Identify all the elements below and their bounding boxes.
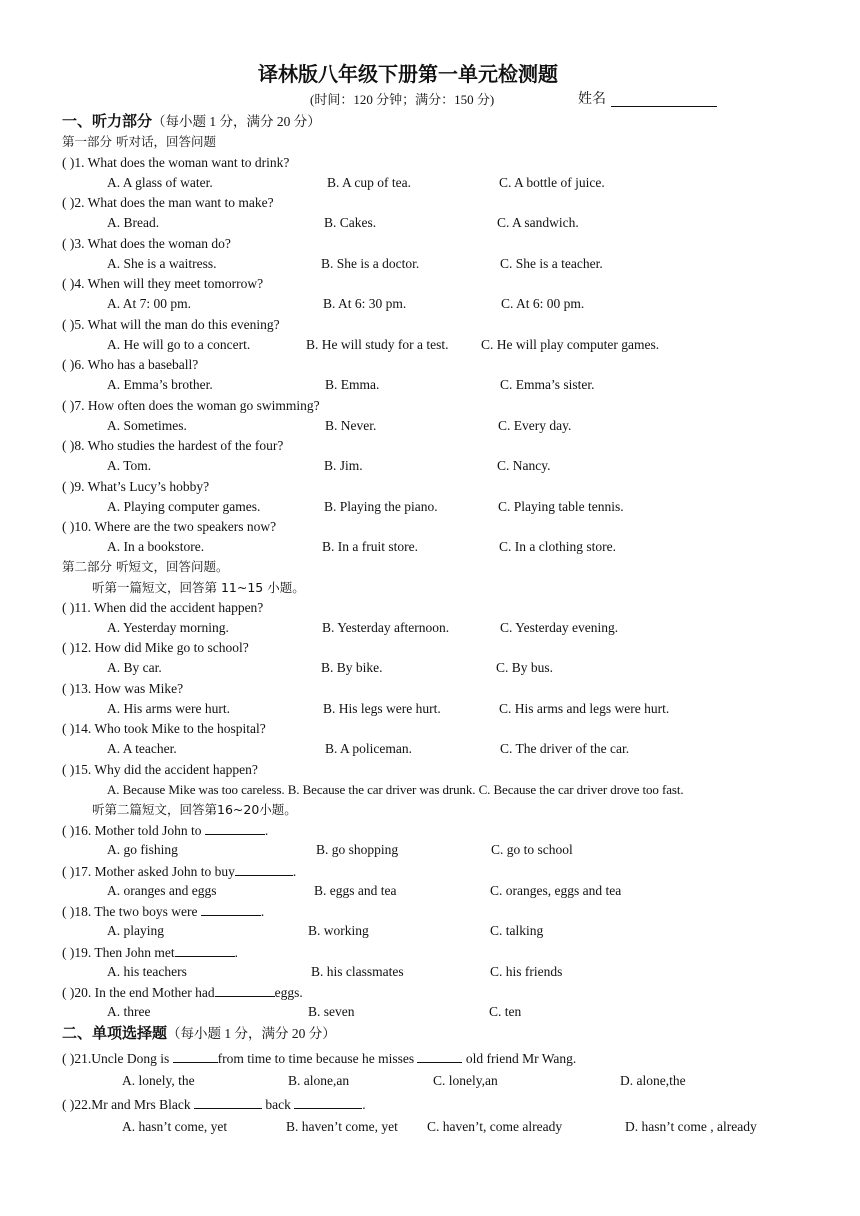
option-b: B. eggs and tea — [314, 883, 397, 898]
option-c: C. By bus. — [496, 660, 554, 675]
option-b: B. A cup of tea. — [327, 175, 411, 190]
part2-intro-1: 听第一篇短文，回答第 11~15 小题。 — [92, 580, 305, 595]
answer-paren[interactable]: ( ) — [62, 762, 75, 777]
option-c: C. The driver of the car. — [500, 741, 630, 756]
exam-meta: (时间：120 分钟；满分：150 分) — [310, 92, 495, 107]
answer-paren[interactable]: ( ) — [62, 945, 75, 960]
question-text: 9. What’s Lucy’s hobby? — [74, 479, 210, 494]
answer-paren[interactable]: ( ) — [62, 519, 75, 534]
question-12 — [62, 640, 249, 656]
question-end: . — [362, 1097, 366, 1112]
answer-paren[interactable]: ( ) — [62, 985, 75, 1000]
option-b: B. Never. — [325, 418, 377, 433]
question-13 — [62, 681, 183, 697]
answer-paren[interactable]: ( ) — [62, 438, 75, 453]
option-c: C. He will play computer games. — [481, 337, 660, 352]
answer-blank[interactable] — [201, 903, 261, 916]
option-c: C. A bottle of juice. — [499, 175, 605, 190]
question-3 — [62, 236, 231, 252]
option-c: C. At 6: 00 pm. — [501, 296, 585, 311]
question-18 — [62, 903, 264, 920]
option-a: A. A teacher. — [107, 741, 177, 756]
question-text: 3. What does the woman do? — [74, 236, 231, 251]
option-a: A. Bread. — [107, 215, 160, 230]
option-b: B. Jim. — [324, 458, 363, 473]
question-6 — [62, 357, 198, 373]
section-heading-listening — [62, 112, 321, 131]
option-b: B. Playing the piano. — [324, 499, 438, 514]
option-d: D. hasn’t come , already — [625, 1119, 757, 1134]
answer-paren[interactable]: ( ) — [62, 823, 75, 838]
answer-paren[interactable]: ( ) — [62, 600, 75, 615]
option-b: B. go shopping — [316, 842, 399, 857]
section-title: 一、听力部分 — [62, 112, 153, 130]
option-a: A. lonely, the — [122, 1073, 195, 1088]
question-22 — [62, 1096, 366, 1113]
question-text: 13. How was Mike? — [74, 681, 184, 696]
answer-paren[interactable]: ( ) — [62, 236, 75, 251]
option-b: B. She is a doctor. — [321, 256, 420, 271]
question-text: 7. How often does the woman go swimming? — [74, 398, 320, 413]
section-note: （每小题 1 分，满分 20 分） — [167, 1026, 336, 1041]
option-b: B. his classmates — [311, 964, 404, 979]
answer-blank[interactable] — [205, 822, 265, 835]
question-mid: back — [261, 1097, 295, 1112]
question-19 — [62, 944, 238, 961]
option-b: B. A policeman. — [325, 741, 412, 756]
question-14 — [62, 721, 266, 737]
question-4 — [62, 276, 263, 292]
question-21 — [62, 1050, 576, 1067]
part2-intro-2: 听第二篇短文，回答第16~20小题。 — [92, 802, 297, 817]
answer-blank[interactable] — [417, 1050, 462, 1063]
option-b: B. seven — [308, 1004, 355, 1019]
question-9 — [62, 479, 209, 495]
answer-paren[interactable]: ( ) — [62, 1097, 75, 1112]
option-a: A. Sometimes. — [107, 418, 187, 433]
question-5 — [62, 317, 280, 333]
name-label: 姓名 — [578, 91, 606, 107]
question-text: 6. Who has a baseball? — [74, 357, 199, 372]
question-text: 2. What does the man want to make? — [74, 195, 274, 210]
option-b: B. At 6: 30 pm. — [323, 296, 407, 311]
option-b: B. In a fruit store. — [322, 539, 418, 554]
question-11 — [62, 600, 263, 616]
option-b: B. By bike. — [321, 660, 383, 675]
question-1 — [62, 155, 289, 171]
question-text: 10. Where are the two speakers now? — [74, 519, 277, 534]
option-a: A. Playing computer games. — [107, 499, 261, 514]
question-text: 15. Why did the accident happen? — [74, 762, 258, 777]
option-c: C. A sandwich. — [497, 215, 579, 230]
option-a: A. At 7: 00 pm. — [107, 296, 192, 311]
option-c: C. Yesterday evening. — [500, 620, 619, 635]
question-10 — [62, 519, 276, 535]
question-text: 14. Who took Mike to the hospital? — [74, 721, 266, 736]
option-b: B. Emma. — [325, 377, 380, 392]
answer-blank[interactable] — [215, 984, 275, 997]
option-c: C. Emma’s sister. — [500, 377, 595, 392]
name-blank[interactable] — [611, 94, 717, 107]
option-c: C. Playing table tennis. — [498, 499, 624, 514]
part1-label: 第一部分 听对话，回答问题 — [62, 134, 216, 149]
option-b: B. Cakes. — [324, 215, 377, 230]
answer-paren[interactable]: ( ) — [62, 904, 75, 919]
question-text: 4. When will they meet tomorrow? — [74, 276, 264, 291]
answer-blank[interactable] — [294, 1096, 362, 1109]
option-a: A. three — [107, 1004, 151, 1019]
answer-blank[interactable] — [173, 1050, 218, 1063]
option-b: B. working — [308, 923, 369, 938]
question-text: 12. How did Mike go to school? — [74, 640, 249, 655]
question-text: 18. The two boys were — [74, 904, 201, 919]
answer-paren[interactable]: ( ) — [62, 155, 75, 170]
answer-blank[interactable] — [194, 1096, 262, 1109]
option-a: A. Tom. — [107, 458, 152, 473]
question-text: 22.Mr and Mrs Black — [74, 1097, 194, 1112]
question-end: . — [260, 904, 265, 919]
question-text: 5. What will the man do this evening? — [74, 317, 280, 332]
answer-paren[interactable]: ( ) — [62, 681, 75, 696]
question-15 — [62, 762, 258, 778]
answer-paren[interactable]: ( ) — [62, 479, 75, 494]
answer-paren[interactable]: ( ) — [62, 276, 75, 291]
question-text: 19. Then John met — [74, 945, 175, 960]
question-text: 11. When did the accident happen? — [74, 600, 264, 615]
answer-blank[interactable] — [235, 863, 293, 876]
option-a: A. his teachers — [107, 964, 187, 979]
question-text: 20. In the end Mother had — [74, 985, 215, 1000]
option-c: C. talking — [490, 923, 544, 938]
option-c: C. lonely,an — [433, 1073, 498, 1088]
question-end: old friend Mr Wang. — [462, 1051, 577, 1066]
option-a: A. In a bookstore. — [107, 539, 205, 554]
question-20 — [62, 984, 303, 1001]
option-c: C. In a clothing store. — [499, 539, 616, 554]
option-d: D. alone,the — [620, 1073, 686, 1088]
option-a: A. He will go to a concert. — [107, 337, 251, 352]
option-a: A. playing — [107, 923, 164, 938]
option-c: C. oranges, eggs and tea — [490, 883, 622, 898]
option-a: A. Emma’s brother. — [107, 377, 213, 392]
answer-paren[interactable]: ( ) — [62, 864, 75, 879]
question-text: 8. Who studies the hardest of the four? — [74, 438, 284, 453]
section-heading-single-choice — [62, 1024, 336, 1043]
section-title: 二、单项选择题 — [62, 1024, 168, 1042]
section-note: （每小题 1 分，满分 20 分） — [152, 114, 321, 129]
question-end: . — [234, 945, 238, 960]
answer-paren[interactable]: ( ) — [62, 640, 75, 655]
answer-paren[interactable]: ( ) — [62, 357, 75, 372]
question-end: . — [292, 864, 297, 879]
option-a: A. His arms were hurt. — [107, 701, 230, 716]
option-b: B. He will study for a test. — [306, 337, 449, 352]
question-text: 16. Mother told John to — [74, 823, 205, 838]
option-b: B. haven’t come, yet — [286, 1119, 398, 1134]
option-a: A. hasn’t come, yet — [122, 1119, 228, 1134]
question-mid: from time to time because he misses — [217, 1051, 418, 1066]
option-a: A. A glass of water. — [107, 175, 213, 190]
answer-paren[interactable]: ( ) — [62, 317, 75, 332]
option-b: B. alone,an — [288, 1073, 350, 1088]
question-end: . — [264, 823, 269, 838]
option-c: C. haven’t, come already — [427, 1119, 563, 1134]
answer-paren[interactable]: ( ) — [62, 721, 75, 736]
option-a: A. Yesterday morning. — [107, 620, 229, 635]
answer-paren[interactable]: ( ) — [62, 1051, 75, 1066]
question-text: 21.Uncle Dong is — [74, 1051, 173, 1066]
question-text: 1. What does the woman want to drink? — [74, 155, 290, 170]
option-a: A. She is a waitress. — [107, 256, 217, 271]
answer-paren[interactable]: ( ) — [62, 398, 75, 413]
option-a: A. oranges and eggs — [107, 883, 217, 898]
answer-blank[interactable] — [175, 944, 235, 957]
question-8 — [62, 438, 283, 454]
option-c: C. ten — [489, 1004, 522, 1019]
part2-label: 第二部分 听短文，回答问题。 — [62, 559, 229, 574]
option-a: A. By car. — [107, 660, 162, 675]
option-c: C. his friends — [490, 964, 563, 979]
option-c: C. She is a teacher. — [500, 256, 603, 271]
question-2 — [62, 195, 274, 211]
question-17 — [62, 863, 296, 880]
option-c: C. go to school — [491, 842, 573, 857]
page-title: 译林版八年级下册第一单元检测题 — [258, 62, 558, 86]
option-b: B. Yesterday afternoon. — [322, 620, 450, 635]
question-16 — [62, 822, 268, 839]
question-text: 17. Mother asked John to buy — [74, 864, 235, 879]
answer-paren[interactable]: ( ) — [62, 195, 75, 210]
question-end: eggs. — [274, 985, 303, 1000]
question-7 — [62, 398, 320, 414]
option-c: C. Every day. — [498, 418, 572, 433]
option-b: B. His legs were hurt. — [323, 701, 441, 716]
option-c: C. His arms and legs were hurt. — [499, 701, 670, 716]
option-a: A. go fishing — [107, 842, 178, 857]
options-line: A. Because Mike was too careless. B. Because the car driver was drunk. C. Because the car driver drove too fast. — [107, 782, 684, 797]
option-c: C. Nancy. — [497, 458, 551, 473]
